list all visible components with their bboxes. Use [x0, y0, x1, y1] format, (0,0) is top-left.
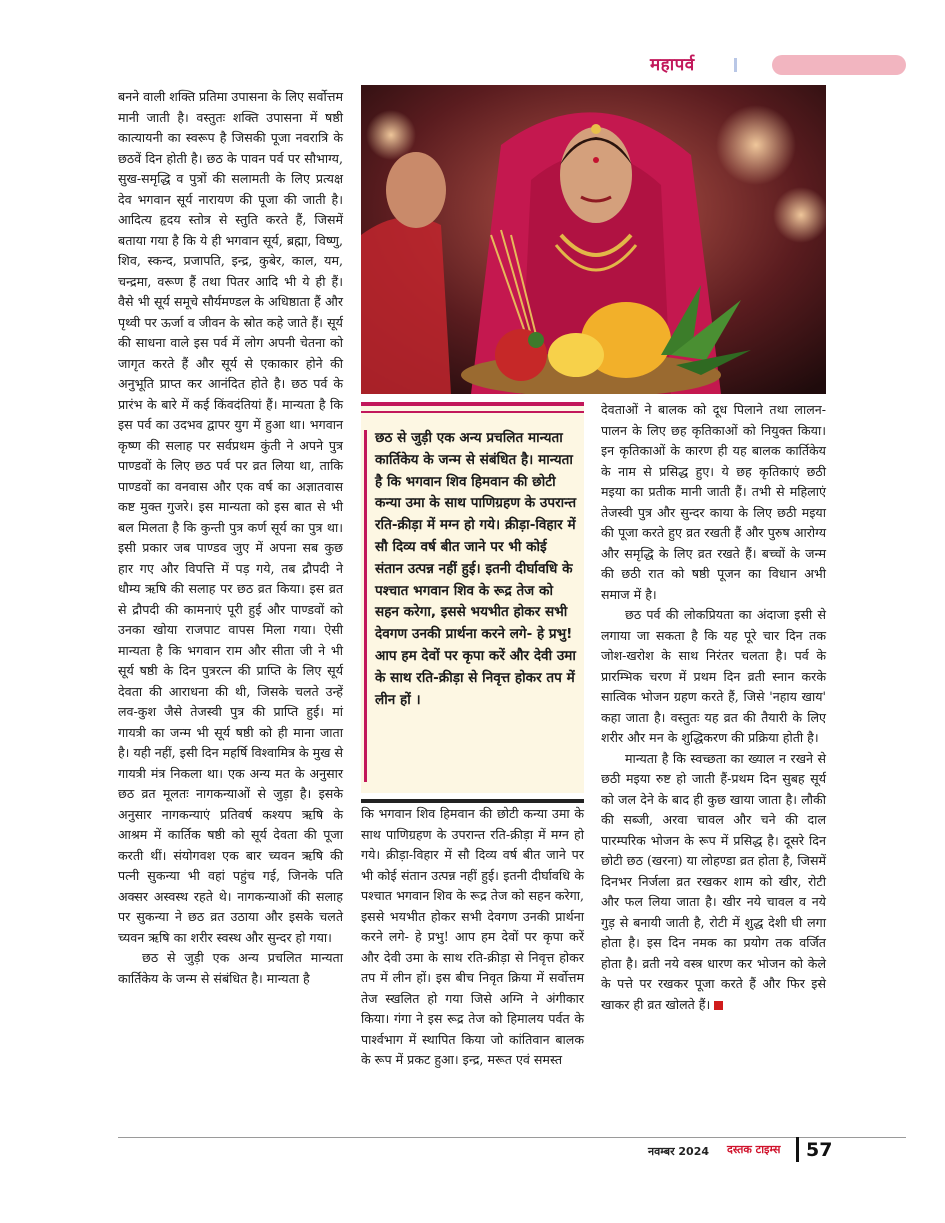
- pull-quote-text: छठ से जुड़ी एक अन्य प्रचलित मान्यता कार्तिकेय के जन्म से संबंधित है। मान्यता है कि भगवान शिव हिमवान की छोटी कन्या उमा के साथ पाणिग्रहण के उपरान्त रति-क्रीड़ा में मग्न हो गये। क्रीड़ा-विहार में सौ दिव्य वर्ष बीत जाने पर भी कोई संतान उत्पन्न नहीं हुई। इतनी दीर्घावधि के पश्चात भगवान शिव के रूद्र तेज को सहन करेगा, इससे भयभीत होकर सभी देवगण उनकी प्रार्थना करने लगे- हे प्रभु! आप हम देवों पर कृपा करें और देवी उमा के साथ रति-क्रीड़ा से निवृत्त होकर तप में लीन हों ।: [375, 430, 577, 708]
- article-column-1: [118, 87, 343, 1124]
- paragraph: बनने वाली शक्ति प्रतिमा उपासना के लिए सर्वोत्तम मानी जाती है। वस्तुतः शक्ति उपासना में षष्ठी कात्यायनी का स्वरूप है जिसकी पूजा नवरात्रि के छठवें दिन होती है। छठ के पावन पर्व पर सौभाग्य, सुख-समृद्धि व पुत्रों की सलामती के लिए प्रत्यक्ष देव भगवान सूर्य नारायण की पूजा की जाती है। आदित्य हृदय स्तोत्र से स्तुति करते हैं, जिसमें बताया गया है कि ये ही भगवान सूर्य, ब्रह्मा, विष्णु, शिव, स्कन्द, प्रजापति, इन्द्र, कुबेर, काल, यम, चन्द्रमा, वरूण हैं तथा पितर आदि भी ये ही हैं। वैसे भी सूर्य समूचे सौर्यमण्डल के अधिष्ठाता हैं और पृथ्वी पर ऊर्जा व जीवन के स्रोत कहे जाते हैं। सूर्य की साधना वाले इस पर्व में लोग अपनी चेतना को जागृत करते हैं और सूर्य से एकाकार होने की अनुभूति प्राप्त कर आनंदित होते है। छठ पर्व के प्रारंभ के बारे में कई किंवदंतियां हैं। मान्यता है कि इस पर्व का उदभव द्वापर युग में हुआ था। भगवान कृष्ण की सलाह पर सर्वप्रथम कुंती ने अपने पुत्र पाण्डवों के लिए छठ पर्व पर व्रत लिया था, ताकि पाण्डवों का वनवास और एक वर्ष का अज्ञातवास कष्ट मुक्त गुजरे। इस मान्यता को इस बात से भी बल मिलता है कि कुन्ती पुत्र कर्ण सूर्य का पुत्र था। इसी प्रकार जब पाण्डव जुए में अपना सब कुछ हार गए और विपत्ति में पड़ गये, तब द्रौपदी ने धौम्य ऋषि की सलाह पर छठ व्रत किया। इस व्रत से द्रौपदी की कामनाएं पूरी हुई और पाण्डवों को उनका खोया राजपाट वापस मिला गया। ऐसी मान्यता है कि भगवान राम और सीता जी ने भी सूर्य षष्ठी के दिन पुत्ररत्न की प्राप्ति के लिए सूर्य देवता की आराधना की थी, जिसके चलते उन्हें लव-कुश जैसे तेजस्वी पुत्र की प्राप्ति हुई। मां गायत्री का जन्म भी सूर्य षष्ठी को ही माना जाता है। यही नहीं, इसी दिन महर्षि विश्वामित्र के मुख से गायत्री मंत्र निकला था। एक अन्य मत के अनुसार छठ व्रत मूलतः नागकन्याओं से जुड़ा है। इसके अनुसार नागकन्याएं प्रतिवर्ष कश्यप ऋषि के आश्रम में कार्तिक षष्ठी को सूर्य देवता की पूजा करती थीं। संयोगवश एक बार च्यवन ऋषि की पत्नी सुकन्या भी वहां पहुंच गई, जिनके पति अक्सर अस्वस्थ रहते थे। नागकन्याओं की सलाह पर सुकन्या ने छठ व्रत उठाया और इसके चलते च्यवन ऋषि का शरीर स्वस्थ और सुन्दर हो गया।: [118, 89, 343, 945]
- section-decoration-pill: [772, 55, 906, 75]
- article-column-3: [601, 400, 826, 1122]
- article-photo: [361, 85, 826, 394]
- footer-issue-date: नवम्बर 2024: [648, 1145, 710, 1158]
- paragraph: कि भगवान शिव हिमवान की छोटी कन्या उमा के साथ पाणिग्रहण के उपरान्त रति-क्रीड़ा में मग्न हो गये। क्रीड़ा-विहार में सौ दिव्य वर्ष बीत जाने पर भी कोई संतान उत्पन्न नहीं हुई। इतनी दीर्घावधि के पश्चात भगवान शिव के रूद्र तेज को सहन करेगा, इससे भयभीत होकर सभी देवगण उनकी प्रार्थना करने लगे- हे प्रभु! आप हम देवों पर कृपा करें और देवी उमा के साथ रति-क्रीड़ा से निवृत्त होकर तप में लीन हों। इस बीच निवृत क्रिया में सर्वोत्तम तेज स्खलित हो गया जिसे अग्नि ने अंगीकार किया। गंगा ने इस रूद्र तेज को हिमालय पर्वत के पार्श्वभाग में स्थापित किया जो कांतिवान बालक के रूप में प्रकट हुआ। इन्द्र, मरूत एवं समस्त: [361, 806, 584, 1067]
- footer-divider: [796, 1137, 799, 1162]
- pull-quote-box: [361, 402, 584, 793]
- paragraph-text: मान्यता है कि स्वच्छता का ख्याल न रखने से छठी मइया रुष्ट हो जाती हैं-प्रथम दिन सुबह सूर्य को जल देने के बाद ही कुछ खाया जाता है। लौकी की सब्जी, अरवा चावल और चने की दाल पारम्परिक भोजन के रूप में प्रसिद्ध है। दूसरे दिन छोटी छठ (खरना) या लोहण्डा व्रत होता है, जिसमें दिनभर निर्जला व्रत रखकर शाम को खीर, रोटी और फल लिया जाता है। खीर नये चावल व नये गुड़ से बनायी जाती है, रोटी में शुद्ध देशी घी लगा होता है। इस दिन नमक का प्रयोग तक वर्जित होता है। व्रती नये वस्त्र धारण कर भोजन को केले के पत्ते पर रखकर पूजा करते हैं और फिर इसे खाकर ही व्रत खोलते हैं।: [601, 750, 826, 1012]
- footer-rule: [118, 1137, 906, 1138]
- paragraph: देवताओं ने बालक को दूध पिलाने तथा लालन-पालन के लिए छह कृतिकाओं को नियुक्त किया। इन कृतिकाओं के कारण ही यह बालक कार्तिकेय के नाम से प्रसिद्ध हुए। ये छह कृतिकाएं छठी मइया का प्रतीक मानी जाती हैं। तभी से महिलाएं तेजस्वी पुत्र और सुन्दर काया के लिए छठी मइया की पूजा करते हुए व्रत रखती हैं और पुरुष आरोग्य और समृद्धि के लिए व्रत रखते हैं। बच्चों के जन्म की छठी रात को षष्ठी पूजन का विधान अभी समाज में है।: [601, 402, 826, 602]
- article-column-2: [361, 804, 584, 1126]
- paragraph: छठ पर्व की लोकप्रियता का अंदाजा इसी से लगाया जा सकता है कि यह पूरे चार दिन तक जोश-खरोश के साथ निरंतर चलता है। पर्व के प्रारम्भिक चरण में प्रथम दिन व्रती स्नान करके सात्विक भोजन ग्रहण करते हैं, जिसे 'नहाय खाय' कहा जाता है। वस्तुतः यह व्रत की तैयारी के लिए शरीर और मन के शुद्धिकरण की प्रक्रिया होती है।: [601, 607, 826, 745]
- paragraph: छठ से जुड़ी एक अन्य प्रचलित मान्यता कार्तिकेय के जन्म से संबंधित है। मान्यता है: [118, 950, 343, 986]
- footer-magazine-logo: दस्तक टाइम्स: [727, 1143, 781, 1156]
- pull-quote-top-rule: [361, 411, 584, 413]
- page-number: 57: [806, 1139, 833, 1161]
- paragraph: [601, 749, 826, 1016]
- pull-quote-bottom-rule: [361, 799, 584, 803]
- end-of-article-mark: [714, 1001, 723, 1010]
- section-title: महापर्व: [650, 55, 695, 75]
- section-divider: [734, 58, 737, 72]
- pull-quote-side-rule: [364, 430, 367, 782]
